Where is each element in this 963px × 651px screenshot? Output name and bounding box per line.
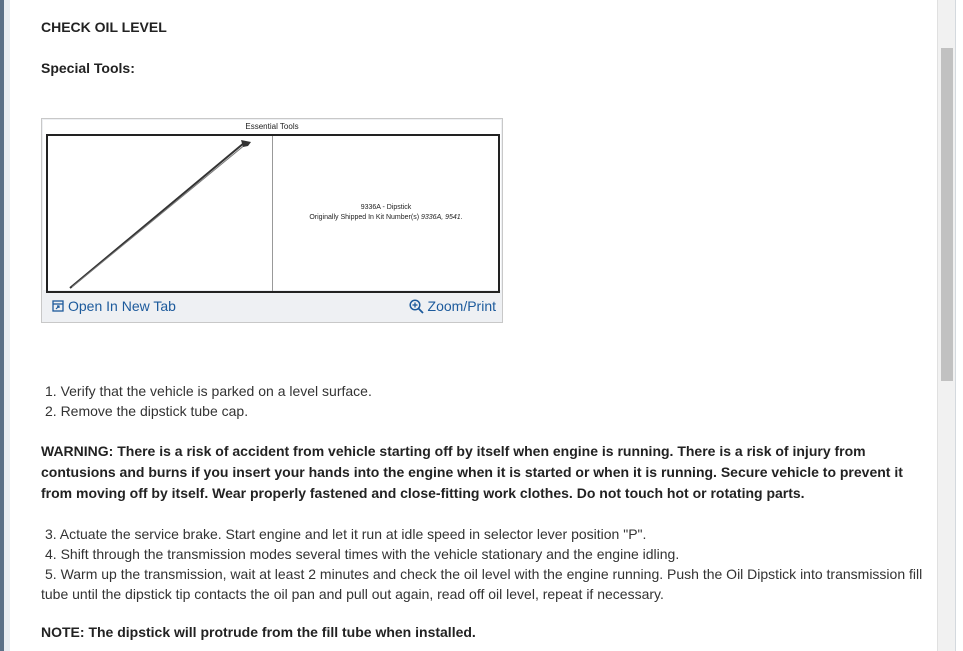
figure-image[interactable] [43, 120, 501, 290]
steps-list-b [45, 524, 679, 564]
page-title: CHECK OIL LEVEL [41, 19, 167, 35]
essential-tools-figure [41, 118, 503, 323]
dipstick-illustration [48, 136, 272, 291]
list-item: 1. Verify that the vehicle is parked on a level surface. [45, 383, 372, 399]
open-in-new-tab-label: Open In New Tab [68, 298, 176, 314]
list-item: 2. Remove the dipstick tube cap. [45, 403, 249, 419]
figure-frame [46, 134, 500, 293]
window-right-border [955, 0, 963, 651]
tool-name: 9336A - Dipstick [360, 204, 412, 211]
list-item: 5. Warm up the transmission, wait at least 2 minutes and check the oil level with the engine running. Push the Oil Dipstick into transmission fill tube until the dipstick tip contacts the oil pan and pull out again, read off oil level, repeat if necessary. [41, 566, 923, 602]
kit-numbers: 9336A, 9541. [421, 214, 463, 221]
figure-divider [272, 136, 273, 291]
zoom-print-link[interactable] [409, 298, 496, 314]
steps-list-a [45, 381, 372, 421]
zoom-print-label: Zoom/Print [427, 298, 496, 314]
scrollbar-thumb[interactable] [941, 48, 953, 381]
figure-caption: Essential Tools [245, 122, 299, 131]
tool-kit-info [274, 213, 498, 223]
vertical-scrollbar[interactable] [937, 0, 956, 651]
open-in-new-tab-icon [52, 300, 64, 312]
zoom-in-icon [409, 299, 424, 314]
warning-text: WARNING: There is a risk of accident from vehicle starting off by itself when engine is running. There is a risk of injury from contusions and burns if you insert your hands into the engine when it is started or when it is running. Secure vehicle to prevent it from moving off by itself. Wear properly fastened and close-fitting work clothes. Do not touch hot or rotating parts. [41, 443, 903, 501]
list-item: 3. Actuate the service brake. Start engine and let it run at idle speed in selector lever position "P". [45, 526, 647, 542]
window-left-border [0, 0, 10, 651]
open-in-new-tab-link[interactable] [52, 298, 176, 314]
list-item: 4. Shift through the transmission modes several times with the vehicle stationary and the engine idling. [45, 546, 680, 562]
kit-prefix: Originally Shipped In Kit Number(s) [309, 214, 420, 221]
note-text: NOTE: The dipstick will protrude from the fill tube when installed. [41, 624, 476, 640]
special-tools-heading: Special Tools: [41, 60, 135, 76]
